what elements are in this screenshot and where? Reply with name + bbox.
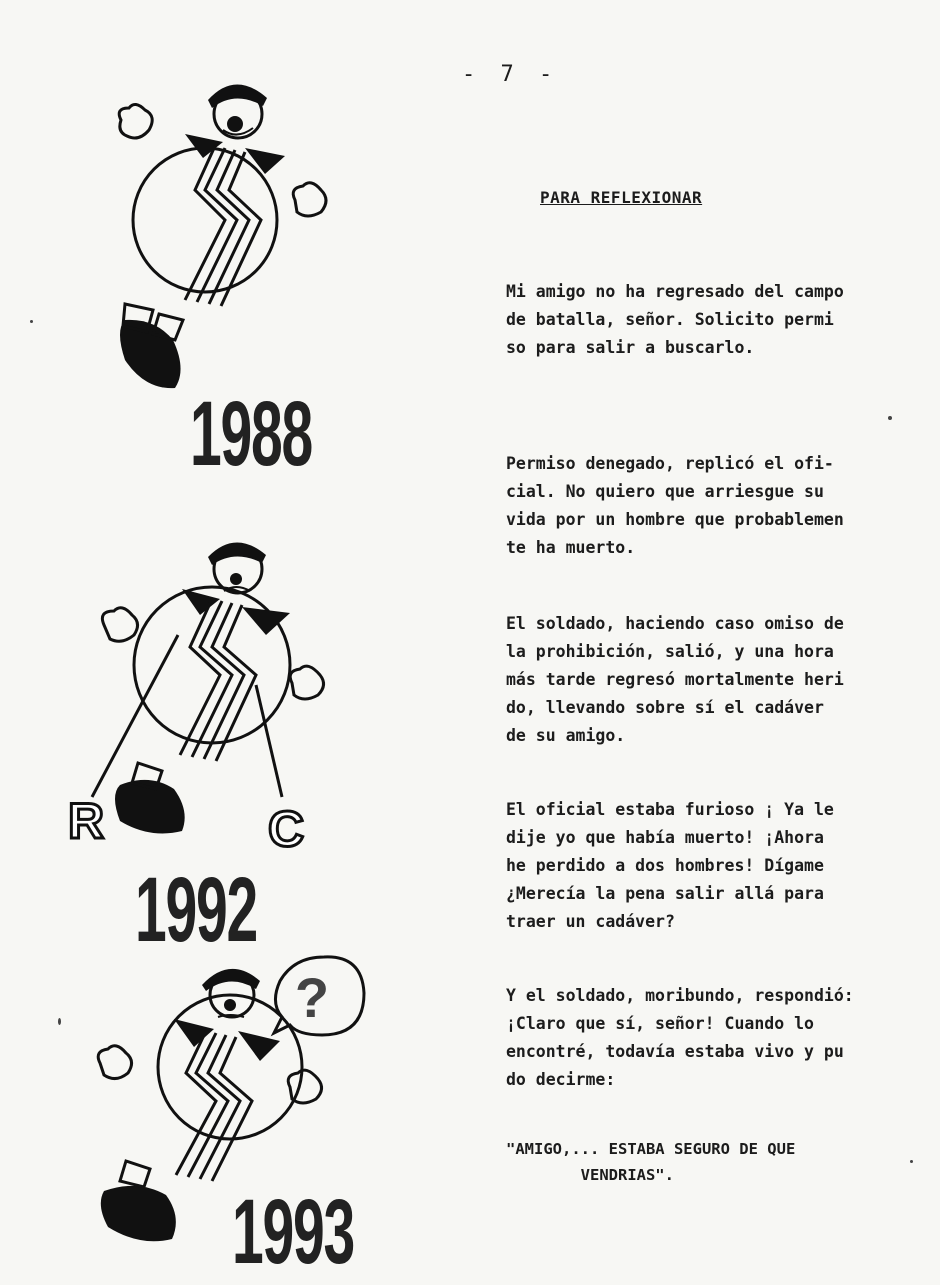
paragraph-3: El soldado, haciendo caso omiso de la prohibición, salió, y una hora más tarde regresó mortalmente heri do, llevando sobre sí el cadáver de su amigo.	[506, 614, 844, 745]
scan-speck	[888, 416, 892, 420]
year-label-1993: 1993	[232, 1181, 354, 1283]
paragraph-1: Mi amigo no ha regresado del campo de batalla, señor. Solicito permi so para salir a buscarlo.	[506, 282, 844, 357]
scan-speck	[910, 1160, 913, 1163]
closing-quote: "AMIGO,... ESTABA SEGURO DE QUE VENDRIAS".	[506, 1140, 796, 1184]
bubble-question-mark: ?	[294, 966, 330, 1029]
page-number: - 7 -	[462, 62, 559, 87]
letter-r: R	[68, 793, 105, 849]
page-title: PARA REFLEXIONAR	[540, 188, 703, 207]
paragraph-2: Permiso denegado, replicó el ofi- cial. No quiero que arriesgue su vida por un hombre que probablemen te ha muerto.	[506, 454, 844, 557]
year-label-1992: 1992	[135, 859, 257, 961]
clown-figure-1988	[95, 70, 345, 410]
scan-speck	[30, 320, 33, 323]
clown-figure-1992	[70, 535, 350, 845]
letter-c: C	[268, 801, 305, 857]
paragraph-4: El oficial estaba furioso ¡ Ya le dije yo que había muerto! ¡Ahora he perdido a dos hombres! Dígame ¿Merecía la pena salir allá para traer un cadáver?	[506, 800, 834, 931]
paragraph-5: Y el soldado, moribundo, respondió: ¡Claro que sí, señor! Cuando lo encontré, todavía estaba vivo y pu do decirme:	[506, 986, 854, 1089]
year-label-1988: 1988	[190, 383, 312, 485]
scan-speck	[58, 1018, 61, 1025]
